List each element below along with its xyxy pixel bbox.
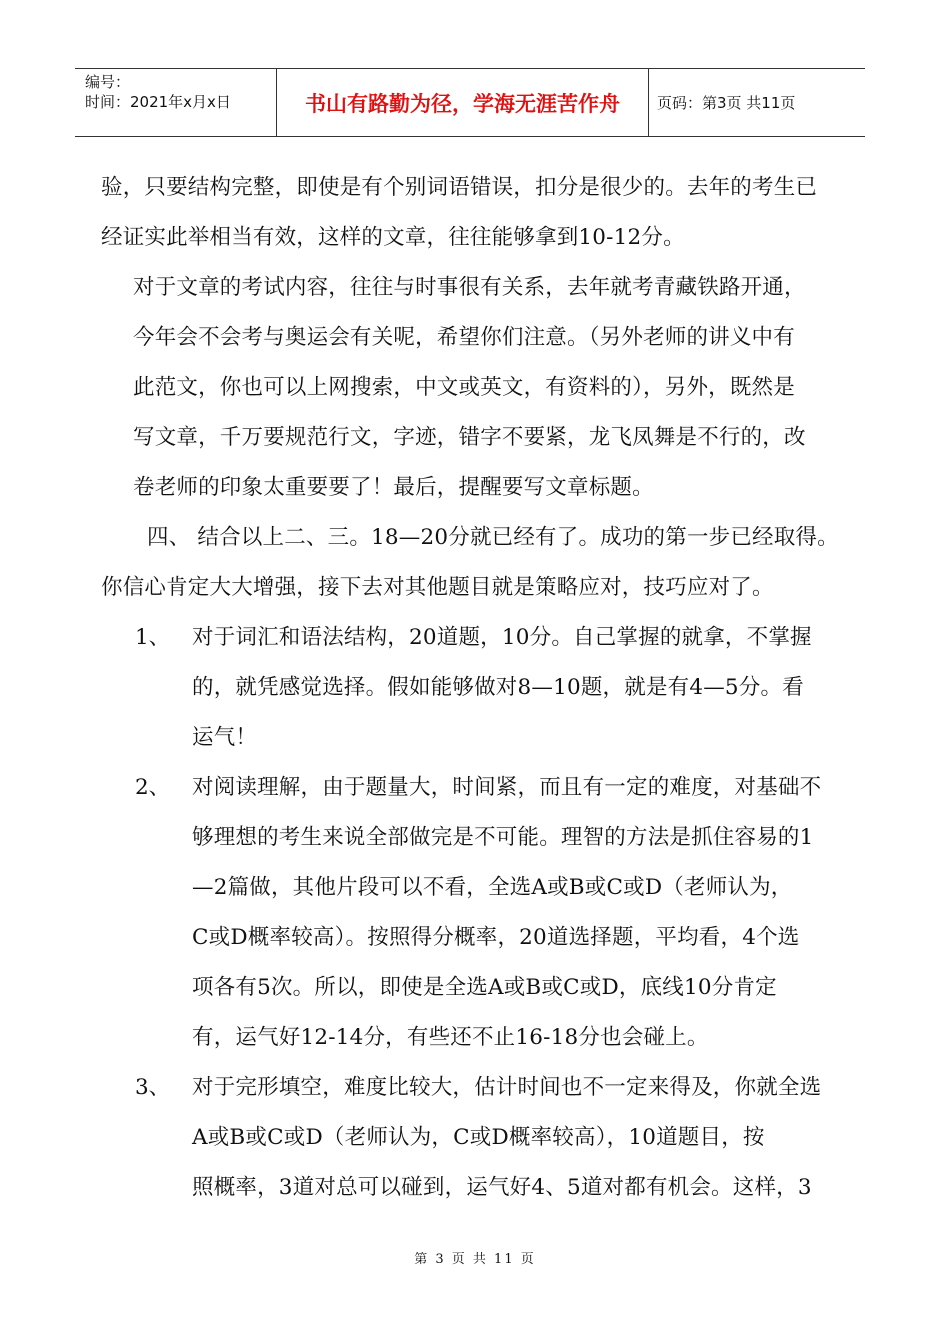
page-footer bbox=[0, 1248, 950, 1267]
list-item-line: 运气！ bbox=[192, 725, 258, 750]
list-item-line: 照概率，3道对总可以碰到，运气好4、5道对都有机会。这样，3 bbox=[192, 1175, 812, 1200]
list-item-line: C或D概率较高）。按照得分概率，20道选择题，平均看，4个选 bbox=[192, 925, 800, 950]
list-item-line: 够理想的考生来说全部做完是不可能。理智的方法是抓住容易的1 bbox=[192, 825, 814, 850]
list-item-line: 的，就凭感觉选择。假如能够做对8—10题，就是有4—5分。看 bbox=[192, 675, 804, 700]
list-item-number: 2、 bbox=[135, 775, 171, 800]
header-page-cell bbox=[649, 69, 865, 136]
section-heading-line: 四、 结合以上二、三。18—20分就已经有了。成功的第一步已经取得。 bbox=[147, 525, 839, 550]
list-item-line: 有，运气好12-14分，有些还不止16-18分也会碰上。 bbox=[192, 1025, 709, 1050]
document-header bbox=[75, 68, 865, 137]
list-item-line: 对于词汇和语法结构，20道题，10分。自己掌握的就拿，不掌握 bbox=[192, 625, 812, 650]
list-item-number: 3、 bbox=[135, 1075, 171, 1100]
time-label: 时间：2021年x月x日 bbox=[85, 93, 231, 111]
list-item-line: A或B或C或D（老师认为，C或D概率较高），10道题目，按 bbox=[192, 1125, 765, 1150]
motto-text: 书山有路勤为径，学海无涯苦作舟 bbox=[305, 91, 620, 116]
list-item-number: 1、 bbox=[135, 625, 171, 650]
number-label: 编号： bbox=[85, 73, 131, 91]
header-motto-cell bbox=[277, 69, 649, 136]
list-item-line: —2篇做，其他片段可以不看，全选A或B或C或D（老师认为， bbox=[192, 875, 793, 900]
paragraph-line: 你信心肯定大大增强，接下去对其他题目就是策略应对，技巧应对了。 bbox=[101, 575, 774, 600]
paragraph-line: 验，只要结构完整，即使是有个别词语错误，扣分是很少的。去年的考生已 bbox=[101, 175, 818, 200]
list-item-line: 对阅读理解，由于题量大，时间紧，而且有一定的难度，对基础不 bbox=[192, 775, 822, 800]
paragraph-line: 卷老师的印象太重要要了！最后，提醒要写文章标题。 bbox=[133, 475, 654, 500]
footer-page-number: 第 3 页 共 11 页 bbox=[414, 1252, 536, 1267]
page-info: 页码：第3页 共11页 bbox=[657, 94, 796, 112]
list-item-line: 对于完形填空，难度比较大，估计时间也不一定来得及，你就全选 bbox=[192, 1075, 822, 1100]
paragraph-line: 今年会不会考与奥运会有关呢，希望你们注意。（另外老师的讲义中有 bbox=[133, 325, 795, 350]
header-meta-cell bbox=[75, 69, 277, 136]
list-item-line: 项各有5次。所以，即使是全选A或B或C或D，底线10分肯定 bbox=[192, 975, 777, 1000]
paragraph-line: 此范文，你也可以上网搜索，中文或英文，有资料的），另外，既然是 bbox=[133, 375, 795, 400]
paragraph-line: 经证实此举相当有效，这样的文章，往往能够拿到10-12分。 bbox=[101, 225, 685, 250]
paragraph-line: 对于文章的考试内容，往往与时事很有关系，去年就考青藏铁路开通， bbox=[133, 275, 806, 300]
paragraph-line: 写文章，千万要规范行文，字迹，错字不要紧，龙飞凤舞是不行的，改 bbox=[133, 425, 806, 450]
